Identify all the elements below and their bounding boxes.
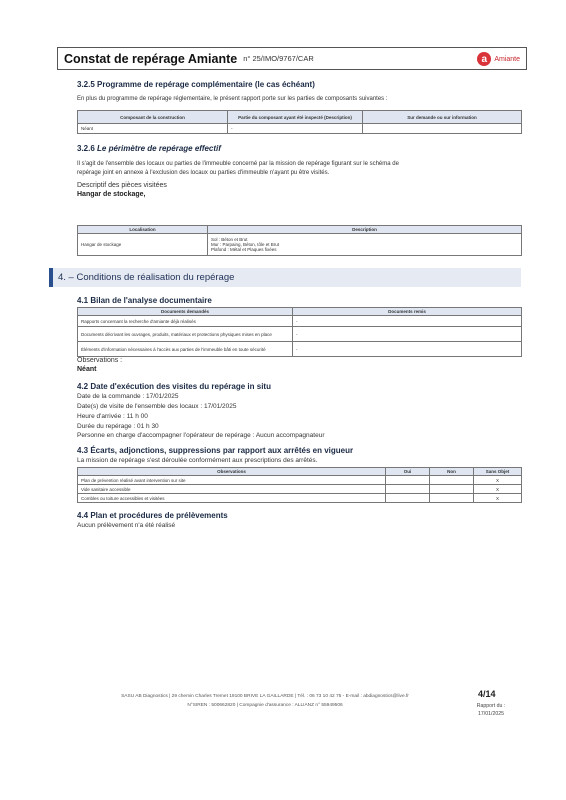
visit-dates: Date(s) de visite de l'ensemble des locaux : 17/01/2025 bbox=[77, 403, 237, 410]
section-42-title: 4.2 Date d'exécution des visites du repérage in situ bbox=[77, 382, 271, 391]
section-325-title: 3.2.5 Programme de repérage complémentaire (le cas échéant) bbox=[77, 80, 315, 89]
components-table bbox=[77, 110, 522, 134]
table-cell: Éléments d'information nécessaires à l'accès aux parties de l'immeuble bâti en toute sécurité bbox=[78, 342, 293, 357]
section-41-title: 4.1 Bilan de l'analyse documentaire bbox=[77, 296, 212, 305]
amiante-logo bbox=[477, 52, 520, 66]
accompanying-person: Personne en charge d'accompagner l'opérateur de repérage : Aucun accompagnateur bbox=[77, 432, 325, 439]
report-date-value: 17/01/2025 bbox=[478, 711, 504, 717]
report-date-block bbox=[466, 702, 516, 718]
perimeter-header-cell: Localisation bbox=[78, 226, 208, 234]
table-cell bbox=[430, 494, 474, 503]
observations-value: Néant bbox=[77, 366, 97, 373]
table-cell bbox=[386, 494, 430, 503]
table-cell: X bbox=[474, 485, 522, 494]
observations-label: Observations : bbox=[77, 357, 123, 364]
table-cell: - bbox=[228, 124, 363, 134]
report-header bbox=[57, 47, 527, 70]
table-cell bbox=[386, 485, 430, 494]
table-cell bbox=[363, 124, 522, 134]
documents-header-cell: Documents demandés bbox=[78, 308, 293, 316]
deviations-header-cell: Sans Objet bbox=[474, 468, 522, 476]
table-cell bbox=[386, 476, 430, 485]
table-row bbox=[78, 327, 522, 342]
documents-table bbox=[77, 307, 522, 357]
table-cell: Plan de prévention réalisé avant intervention sur site bbox=[78, 476, 386, 485]
deviations-table bbox=[77, 467, 522, 503]
table-cell bbox=[430, 485, 474, 494]
perimeter-table bbox=[77, 225, 522, 256]
section-326-line2: repérage joint en annexe à l'exclusion des locaux ou parties d'immeuble n'ayant pu être visités. bbox=[77, 170, 330, 176]
perimeter-header-cell: Description bbox=[208, 226, 522, 234]
table-cell: X bbox=[474, 476, 522, 485]
page-footer bbox=[70, 692, 460, 710]
table-cell: Combles ou toiture accessibles et visitées bbox=[78, 494, 386, 503]
components-header-cell: Partie du composant ayant été inspecté (Description) bbox=[228, 111, 363, 124]
table-row bbox=[78, 476, 522, 485]
table-cell: - bbox=[293, 327, 522, 342]
page-number: 4/14 bbox=[478, 689, 496, 699]
documents-header-cell: Documents remis bbox=[293, 308, 522, 316]
footer-siren-line: N°SIREN : 500662820 | Compagnie d'assurance : ALLIANZ n° 55949506 bbox=[187, 703, 343, 708]
deviations-header-cell: Oui bbox=[386, 468, 430, 476]
location-cell: Hangar de stockage bbox=[78, 234, 208, 256]
duration: Durée du repérage : 01 h 30 bbox=[77, 423, 159, 430]
components-header-cell: Sur demande ou sur information bbox=[363, 111, 522, 124]
report-number: n° 25/IMO/9767/CAR bbox=[243, 54, 314, 63]
components-header-cell: Composant de la construction bbox=[78, 111, 228, 124]
table-cell: - bbox=[293, 342, 522, 357]
table-row bbox=[78, 342, 522, 357]
section-4-banner: 4. – Conditions de réalisation du repérage bbox=[49, 268, 521, 287]
table-row bbox=[78, 485, 522, 494]
section-43-intro: La mission de repérage s'est déroulée conformément aux prescriptions des arrêtés. bbox=[77, 457, 318, 464]
report-date-label: Rapport du : bbox=[476, 703, 506, 709]
deviations-header-cell: Observations bbox=[78, 468, 386, 476]
section-326-line1: Il s'agit de l'ensemble des locaux ou parties de l'immeuble concerné par la mission de repérage figurant sur le schéma de bbox=[77, 161, 399, 167]
deviations-header-cell: Non bbox=[430, 468, 474, 476]
section-325-intro: En plus du programme de repérage réglementaire, le présent rapport porte sur les parties de composants suivantes : bbox=[77, 96, 388, 102]
section-326-title: 3.2.6 Le périmètre de repérage effectif bbox=[77, 144, 221, 153]
description-cell: Sol : Béton et Brut Mur : Parpaing, Béton, tôle et Brut Plafond : Métal et Plaques fixées bbox=[208, 234, 522, 256]
section-44-title: 4.4 Plan et procédures de prélèvements bbox=[77, 511, 228, 520]
table-row bbox=[78, 316, 522, 327]
table-cell: - bbox=[293, 316, 522, 327]
table-row bbox=[78, 494, 522, 503]
section-43-title: 4.3 Écarts, adjonctions, suppressions par rapport aux arrêtés en vigueur bbox=[77, 446, 354, 455]
table-cell: Documents décrivant les ouvrages, produits, matériaux et protections physiques mises en place bbox=[78, 327, 293, 342]
order-date: Date de la commande : 17/01/2025 bbox=[77, 393, 179, 400]
rooms-label: Descriptif des pièces visitées bbox=[77, 182, 167, 189]
amiante-logo-text: Amiante bbox=[494, 55, 520, 63]
table-cell: Néant bbox=[78, 124, 228, 134]
rooms-value: Hangar de stockage, bbox=[77, 191, 146, 198]
footer-company-line: SASU AB Diagnostics | 29 chemin Charles Tremet 19100 BRIVE LA GAILLARDE | Tél. : 06 73 10 42 75 - E-mail : abdiagnostics@live.fr bbox=[121, 694, 409, 699]
section-44-text: Aucun prélèvement n'a été réalisé bbox=[77, 522, 176, 529]
table-cell: Vide sanitaire accessible bbox=[78, 485, 386, 494]
amiante-logo-icon: a bbox=[477, 52, 491, 66]
arrival-time: Heure d'arrivée : 11 h 00 bbox=[77, 413, 148, 420]
report-title: Constat de repérage Amiante bbox=[64, 51, 238, 66]
table-cell: X bbox=[474, 494, 522, 503]
table-row bbox=[78, 234, 522, 256]
table-cell bbox=[430, 476, 474, 485]
table-cell: Rapports concernant la recherche d'amiante déjà réalisés bbox=[78, 316, 293, 327]
table-row bbox=[78, 124, 522, 134]
